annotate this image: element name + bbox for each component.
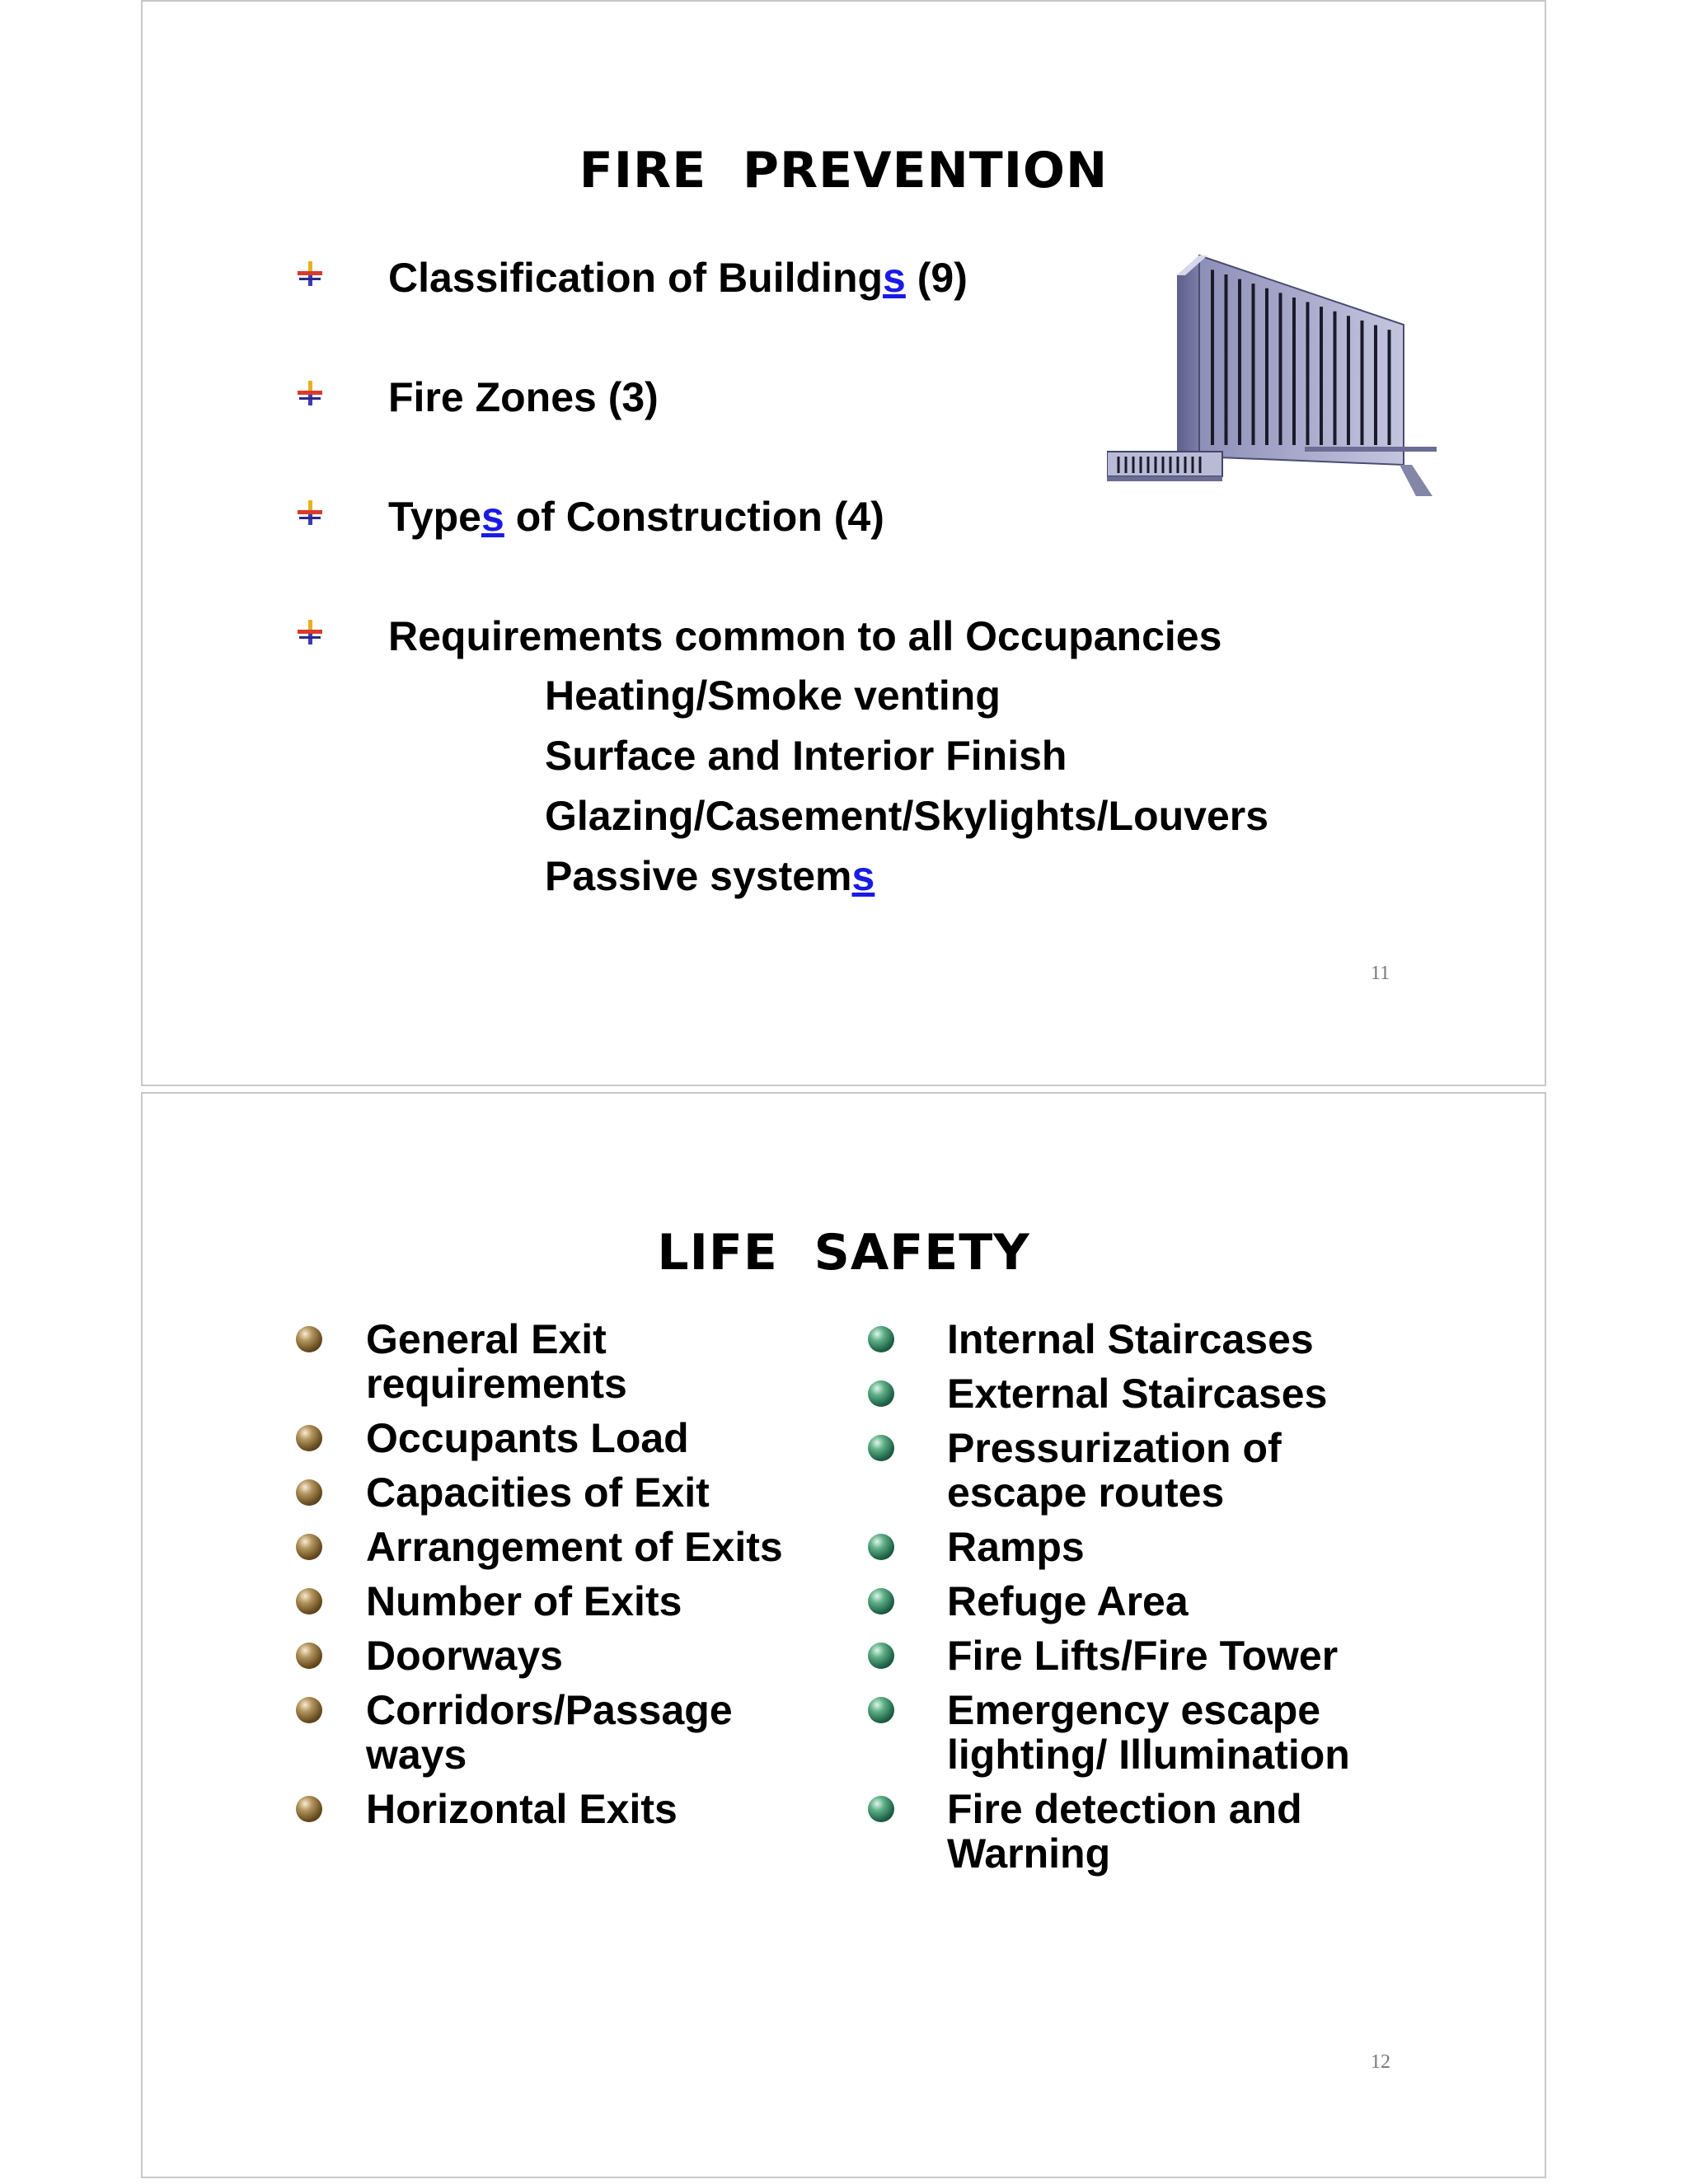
list-item-text: Corridors/Passage <box>366 1687 733 1733</box>
bullet-icon <box>296 1534 322 1560</box>
list-item-text: General Exit <box>366 1316 607 1362</box>
bullet-icon <box>296 1643 322 1669</box>
list-item-text: lighting/ Illumination <box>947 1732 1350 1778</box>
bullet-icon <box>294 499 326 527</box>
bullet-icon <box>294 379 326 407</box>
list-item-text: Emergency escape <box>947 1687 1321 1733</box>
sub-item <box>545 791 1268 841</box>
list-item-text: Number of Exits <box>366 1578 682 1624</box>
bullet-icon <box>296 1479 322 1506</box>
building-illustration <box>1107 249 1437 504</box>
text-segment: Glazing/Casement/Skylights/Louvers <box>545 793 1269 839</box>
list-item-text: Fire Lifts/Fire Tower <box>947 1633 1339 1679</box>
list-item-text: Occupants Load <box>366 1415 689 1461</box>
bullet-icon <box>296 1425 322 1451</box>
page-number: 11 <box>1371 963 1390 984</box>
bullet-icon <box>868 1697 894 1723</box>
bullet-icon <box>868 1326 894 1352</box>
highlight-link[interactable]: s <box>481 494 504 540</box>
text-segment: Heating/Smoke venting <box>545 673 1001 719</box>
bullet-text <box>388 492 884 541</box>
slide-life-safety <box>141 1092 1546 2178</box>
text-segment: Requirements common to all Occupancies <box>388 613 1222 659</box>
list-item-text: requirements <box>366 1361 627 1407</box>
sub-item <box>545 671 1001 720</box>
page-number: 12 <box>1371 2051 1390 2073</box>
text-segment: Type <box>388 494 481 540</box>
sub-item <box>545 851 874 901</box>
bullet-text <box>388 253 968 302</box>
bullet-icon <box>868 1534 894 1560</box>
bullet-icon <box>294 260 326 288</box>
bullet-icon <box>296 1326 322 1352</box>
bullet-icon <box>868 1380 894 1407</box>
slide-title: FIRE PREVENTION <box>579 142 1109 199</box>
slide-fire-prevention <box>141 0 1546 1086</box>
bullet-icon <box>868 1643 894 1669</box>
bullet-icon <box>868 1588 894 1615</box>
list-item-text: Fire detection and <box>947 1786 1302 1832</box>
list-item-text: Capacities of Exit <box>366 1469 710 1516</box>
list-item-text: Doorways <box>366 1633 563 1679</box>
list-item-text: Horizontal Exits <box>366 1786 678 1832</box>
list-item-text: Refuge Area <box>947 1578 1189 1624</box>
text-segment: Passive system <box>545 853 852 899</box>
list-item-text: Internal Staircases <box>947 1316 1314 1362</box>
bullet-icon <box>868 1796 894 1822</box>
bullet-text <box>388 612 1221 661</box>
text-segment: Surface and Interior Finish <box>545 733 1067 779</box>
list-item-text: Pressurization of <box>947 1425 1282 1471</box>
list-item-text: Arrangement of Exits <box>366 1524 783 1570</box>
list-item-text: Warning <box>947 1830 1111 1877</box>
text-segment: (9) <box>905 255 968 301</box>
slide-title: LIFE SAFETY <box>657 1224 1030 1282</box>
bullet-icon <box>296 1796 322 1822</box>
bullet-icon <box>296 1588 322 1615</box>
bullet-text <box>388 373 659 422</box>
bullet-icon <box>296 1697 322 1723</box>
bullet-icon <box>868 1435 894 1461</box>
list-item-text: ways <box>366 1732 467 1778</box>
list-item-text: Ramps <box>947 1524 1085 1570</box>
text-segment: of Construction (4) <box>504 494 884 540</box>
text-segment: Fire Zones (3) <box>388 374 659 420</box>
highlight-link[interactable]: s <box>883 255 906 301</box>
text-segment: Classification of Building <box>388 255 884 301</box>
sub-item <box>545 731 1067 780</box>
list-item-text: External Staircases <box>947 1371 1328 1417</box>
bullet-icon <box>294 618 326 646</box>
list-item-text: escape routes <box>947 1469 1225 1516</box>
highlight-link[interactable]: s <box>851 853 875 899</box>
